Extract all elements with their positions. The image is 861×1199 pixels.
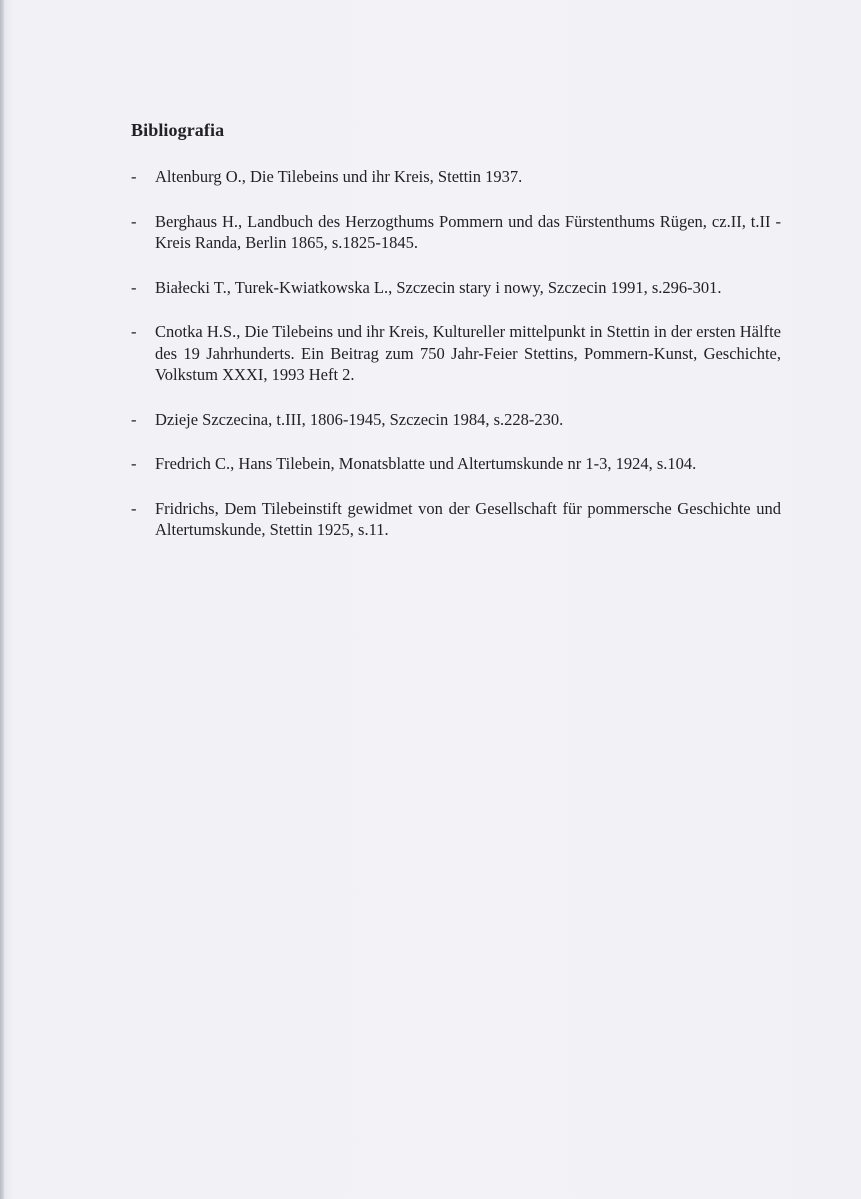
page-edge-shadow (0, 0, 4, 1199)
entry-text: Dzieje Szczecina, t.III, 1806-1945, Szczecin 1984, s.228-230. (155, 409, 564, 429)
bibliography-list (131, 166, 781, 564)
entry-text: Białecki T., Turek-Kwiatkowska L., Szczecin stary i nowy, Szczecin 1991, s.296-301. (155, 277, 722, 297)
bibliography-entry (131, 498, 781, 541)
bibliography-entry (131, 321, 781, 386)
entry-text: Fredrich C., Hans Tilebein, Monatsblatte und Altertumskunde nr 1-3, 1924, s.104. (155, 454, 697, 473)
entry-text: Fridrichs, Dem Tilebeinstift gewidmet von der Gesellschaft für pommersche Geschichte und Altertumskunde, Stettin 1925, s.11. (155, 498, 781, 539)
list-bullet: - (131, 211, 137, 231)
entry-text: Altenburg O., Die Tilebeins und ihr Kreis, Stettin 1937. (155, 167, 523, 186)
entry-text: Berghaus H., Landbuch des Herzogthums Pommern und das Fürstenthums Rügen, cz.II, t.II - Kreis Randa, Berlin 1865, s.1825-1845. (155, 211, 781, 252)
list-bullet: - (131, 322, 137, 341)
list-bullet: - (131, 277, 137, 297)
entry-text: Cnotka H.S., Die Tilebeins und ihr Kreis, Kultureller mittelpunkt in Stettin in der ersten Hälfte des 19 Jahrhunderts. Ein Beitrag zum 750 Jahr-Feier Stettins, Pommern-Kunst, Geschichte, Volkstum XXXI, 1993 Heft 2. (155, 322, 781, 384)
bibliography-entry (131, 409, 781, 431)
list-bullet: - (131, 498, 137, 518)
bibliography-entry (131, 166, 781, 188)
list-bullet: - (131, 409, 137, 429)
list-bullet: - (131, 454, 137, 473)
bibliography-heading: Bibliografia (131, 120, 225, 140)
bibliography-entry (131, 277, 781, 299)
list-bullet: - (131, 167, 137, 186)
bibliography-entry (131, 211, 781, 254)
bibliography-entry (131, 453, 781, 475)
